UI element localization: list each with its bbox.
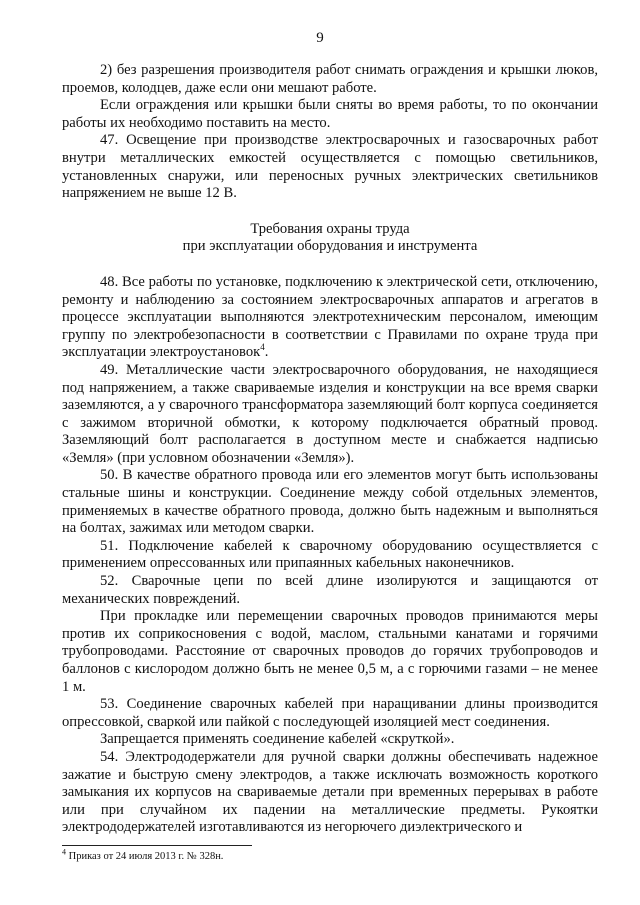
paragraph-46-note: Если ограждения или крышки были сняты во время работы, то по окончании работы их необходимо поставить на место. — [62, 97, 598, 131]
paragraph-51: 51. Подключение кабелей к сварочному оборудованию осуществляется с применением опрессованных или припаянных кабельных наконечников. — [62, 537, 598, 572]
paragraph-52: 52. Сварочные цепи по всей длине изолируются и защищаются от механических повреждений. — [62, 573, 598, 607]
paragraph-46-item-2: 2) без разрешения производителя работ снимать ограждения и крышки люков, проемов, колодцев, даже если они мешают работе. — [62, 62, 598, 96]
paragraph-53: 53. Соединение сварочных кабелей при наращивании длины производится опрессовкой, сваркой или пайкой с последующей изоляцией мест соединения. — [62, 696, 598, 730]
paragraph-48 — [62, 274, 598, 362]
paragraph-48-tail: . — [264, 344, 269, 361]
footnote-mark: 4 — [62, 847, 66, 857]
page-number: 9 — [316, 30, 324, 46]
footnote — [62, 847, 224, 863]
footnote-reference: 4 — [260, 342, 265, 353]
paragraph-49: 49. Металлические части электросварочного оборудования, не находящиеся под напряжением, а также свариваемые изделия и конструкции на все время сварки заземляются, а у сварочного трансформатора заземляющий болт корпуса соединяется с зажимом вторичной обмотки, к которому подключается обратный провод. Заземляющий болт располагается в доступном месте и снабжается надписью «Земля» (при условном обозначении «Земля»). — [62, 361, 598, 466]
paragraph-50: 50. В качестве обратного провода или его элементов могут быть использованы стальные шины и конструкции. Соединение между собой отдельных элементов, применяемых в качестве обратного провода, должно быть надежным и выполняться на болтах, зажимах или методом сварки. — [62, 467, 598, 537]
section-heading — [62, 221, 598, 256]
section-heading-line-1: Требования охраны труда — [250, 220, 410, 237]
paragraph-54: 54. Электрододержатели для ручной сварки должны обеспечивать надежное зажатие и быструю смену электродов, а также исключать возможность короткого замыкания их корпусов на свариваемые детали при временных перерывах в работе или при случайном их падении на металлические предметы. Рукоятки электрододержателей изготавливаются из негорючего диэлектрического и — [62, 748, 598, 836]
paragraph-48-text: 48. Все работы по установке, подключению к электрической сети, отключению, ремонту и наблюдению за состоянием электросварочных аппаратов и агрегатов в процессе эксплуатации выполняются электротехническим персоналом, имеющим группу по электробезопасности в соответствии с Правилами по охране труда при эксплуатации электроустановок — [62, 273, 598, 361]
body-text — [62, 62, 598, 837]
paragraph-53-cont: Запрещается применять соединение кабелей «скруткой». — [100, 731, 455, 748]
section-heading-line-2: при эксплуатации оборудования и инструмента — [182, 238, 478, 255]
paragraph-47: 47. Освещение при производстве электросварочных и газосварочных работ внутри металлических емкостей осуществляется с помощью светильников, установленных снаружи, или переносных ручных электрических светильников напряжением не выше 12 В. — [62, 132, 598, 202]
paragraph-52-cont: При прокладке или перемещении сварочных проводов принимаются меры против их соприкосновения с водой, маслом, стальными канатами и горячими трубопроводами. Расстояние от сварочных проводов до горячих трубопроводов и баллонов с кислородом должно быть не менее 0,5 м, а с горючими газами – не менее 1 м. — [62, 608, 598, 695]
footnote-divider — [62, 845, 252, 846]
footnote-text: Приказ от 24 июля 2013 г. № 328н. — [66, 851, 224, 862]
